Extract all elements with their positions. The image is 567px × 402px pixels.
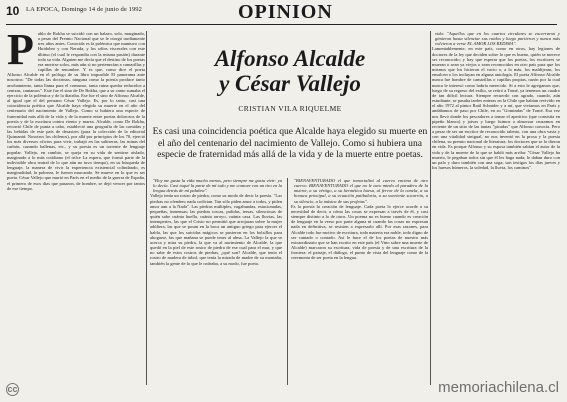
column-divider [287, 178, 288, 385]
page-header [6, 3, 557, 25]
article-title [170, 46, 410, 96]
article-column-4 [432, 31, 560, 385]
section-title: OPINION [238, 1, 333, 23]
column-3-poem: "BIENAVENTURADO el que inmortalizó al cuervo encima de otro cuervo. BIENAVENTURADO el que no le tuvo miedo al paradero de la muerte, a su vértigo, a su hermética huesa, al fervor de la canela, a su bonuca principal, a su ecuación patibularia, a su sonriente socarrón, a su silencio, a la música de sus profetas". [294, 178, 428, 204]
column-4-text: Lamentablemente, en este país, como en otros, hay legiones de doctores de la ley que deciden sobre lo que es bueno, quién se merece ser reconocido; y hay que esperar que los poetas, los escritores se mueran o sean ya viejos o sean reconocidos en otro país para que los mismos que los hicieron el vacío o, a lo más, los maldijeran, los ensalcen o los incluyan en alguna antología. El poeta Alfonso Alcalde nunca fue hombre de camarillas o capillas propias, razón por la cual nunca le interesó como habría merecido. Sí a esto le agregamos que, luego de su regreso del exilio, se retiró a Tomé, ya tenemos un cuadro de tan difícil lectura. Siempre recuerdo con agrado, cuando, aún estudiante, se pasaba tardes enteras en la Chile que habían revivido en el año 1972 al pintor Raúl Schnider y a mí, que vivíamos en París y andábamos de paso por Chile, en su "Gomindas" de Tomé. Esa vez nos llevó donde los pescadores a tomar el aperitivo (que consistía en pipeño blanco) y jaivas y luego fuimos a almorzar cruzamos en reciente de un sitio de las tantas "picadas" que Alfonso conocía. Pero a pesar de ser un escritor de reconocido talento, con una obra vasta y con una vitalidad sinigual, no nos inventó en la prosa y la poesía chilena, su premio nacional de literatura, los doctores que se lo dieron en vida. Es porque Alfonso y su esposa también sabían el autor de la vida y de la muerte de la que se habló más arriba: "César Vallejo ha muerto, le pegaban todos sin que él les haga nada; le daban duro con un palo y duro también con una soga; son testigos los días jueves y los huesos húmeros, la soledad, la lluvia, los caminos". [432, 46, 560, 171]
article-column-3 [291, 178, 428, 385]
column-3-text: Es la poesía la creación de lenguaje. Cada poeta lo ejerce acorde a su necesidad de decir, a cómo las cosas se expresan a través de él, y casi siempre distinto a lo de otros. Un poema no es bueno cuando es creación de lenguaje en la verso por parte alguna ni cuando las cosas no expresan nada en definitiva, se resisten a expresarlo allí. Por esas razones, para Alcalde todo fue motivo de escritura, toda materia era noble, todo digno de ser cantado o contado. Así le hace el de los poetas de nuestro más extraordinario que se han escrito en este país (el Vino sobre una muerte de Alcalde) marcaron su escritura, vida de poesía y de una escritura de la frontera: el paisaje, el diálogo, el punto de vista del lenguaje como de la ceremonia de ser poeta en la lengua. [291, 203, 428, 261]
column-divider [146, 31, 147, 385]
article-column-1 [7, 31, 145, 385]
article-title-line-2: y César Vallejo [219, 71, 361, 96]
dateline: LA EPOCA, Domingo 14 de junio de 1992 [26, 6, 143, 13]
article-title-line-1: Alfonso Alcalde [214, 46, 366, 71]
watermark: memoriachilena.cl [438, 379, 559, 396]
creative-commons-icon: cc [7, 384, 18, 394]
drop-cap: P [7, 31, 34, 74]
column-4-poem: vida: "Aquellos que en los cuartos circulares se encerraron y gimieron hasta silenciar sus ruidos y luego partieron y nunca más volvieron a verse EL AMOR LOS REDIMA". [435, 31, 560, 47]
page-number: 10 [6, 4, 20, 18]
article-column-2 [150, 178, 282, 385]
column-divider [430, 31, 431, 385]
column-2-quote: "Hoy me gusta la vida mucho menos, pero siempre me gusta vivir: ya lo decía. Casi toqué la parte de mí todo y me contuve con un tiro en la lengua detrás de mi palabra". [153, 178, 282, 194]
article-lead: Es casi una coincidencia poética que Alcalde haya elegido su muerte en el año del centenario del nacimiento de Vallejo. Como si hubiera una especie de fraternidad más allá de la vida y de la muerte entre poetas. [152, 126, 428, 161]
column-1-text: ablo de Rokha se suicidó con un balazo, solo, marginado, a pesar del Premio Nacional que se le otorgó tardíamente tres años antes. Conocida es la polémica que mantuvo con Huidobro y con Neruda, y los odios viscerales con este último (el cual le respondía con la misma pasión) durante toda su vida. Alguien me decía que el destino de los poetas era morirse solos, más aún si no pertenecían a camarillas y capillas de renombre. Y es que, como dice el poeta Alfonso Alcalde en el prólogo de su libro imposible El panorama ante nosotros: "De todas las doctrinas, ninguna como la poesía produce tanto arrobamiento, tanta llama para el consumo, tanta ruina quedar reducidos a cenizas, cantamos". Este fue el sino de De Rokha, que a su canto sumaba el ejercicio de la polémica y de la diatriba. Ese fue el sino de Alfonso Alcalde, al igual que el del peruano César Vallejo. Es, por lo tanto, casi una coincidencia poética que Alcalde haya elegido su muerte en el año del centenario del nacimiento de Vallejo. Como si hubiera una especie de fraternidad más allá de la vida y de la muerte entre poetas dolorosos de la poesía y de la escritura contra viento y marea. Alcalde, como De Rokha, recorrió Chile de punta a cabo, estableció una geografía de las comidas y las bebidas de este país de desastres (para la colección de la editorial Quimantú: Nosotros los chilenos), por allá por principios de los 70, ejerció los más diversos oficios para vivir, trabajó en las salitreras, las minas del carbón, cazando ballenas, etc., y su poesía es un torrente de lenguaje popular. Vallejo, en cambio, se queja en su vida de sentirse aislado, marginado a lo más cotidiano (el trilce La espera, que formó parte de la indivisible obra teatral de lo que aún no tuvo tiempo), en su búsqueda de lenguaje, la manera de vivir la experiencia existencial colindando, es marginalidad, la pobreza, le fueron marcando. Se mueve en lo que es ser poeta. César Vallejo que murió en París en el medio de la guerra de España, el primero de esos días que pasaron, de hombre, se dejó vencer por tantos de ese tiempo. [7, 31, 145, 191]
header-rule [6, 24, 557, 25]
column-2-text: Vallejo tenía un rostro de piedra, como su modo de decir la poesía. "Las piedras no ofenden; nada codician. Tan sólo piden amor a todos, y piden amor aun a la Nada". Las piedras múltiples, vagabundas, estacionadas, pequeñas, inmensas; las piedras toscas, pulidas, tersas, silenciosas de quién sabe cuánta huella, cuánta arroyo, cuánta casa. Las lluvias, las intemperies, las que el Cristo no permitió que arrojaran sobre la mujer adúltera, las que se posan en la boca un antiguo griego para ejercer el habla, las que los suicidas mágicos se pusieron en los bolsillos para ahogarse, las que mañana se puede tener al alma. La Vallejo la que se acerca y mira su piedra, la que va al nacimiento de Alcalde, la que quedó en la piel de este rostro de piedra de ese cual para el mar, y que no sabe de estos rostros de piedras, ¿qué son? Alcalde, que tenía el rostro de madera de árbol, que tenía la mirada de madre de su montaña, también la gente de lo que le rodeaba, a su modo, fue poeta. [150, 193, 282, 266]
article-author: CRISTIAN VILA RIQUELME [238, 104, 342, 113]
